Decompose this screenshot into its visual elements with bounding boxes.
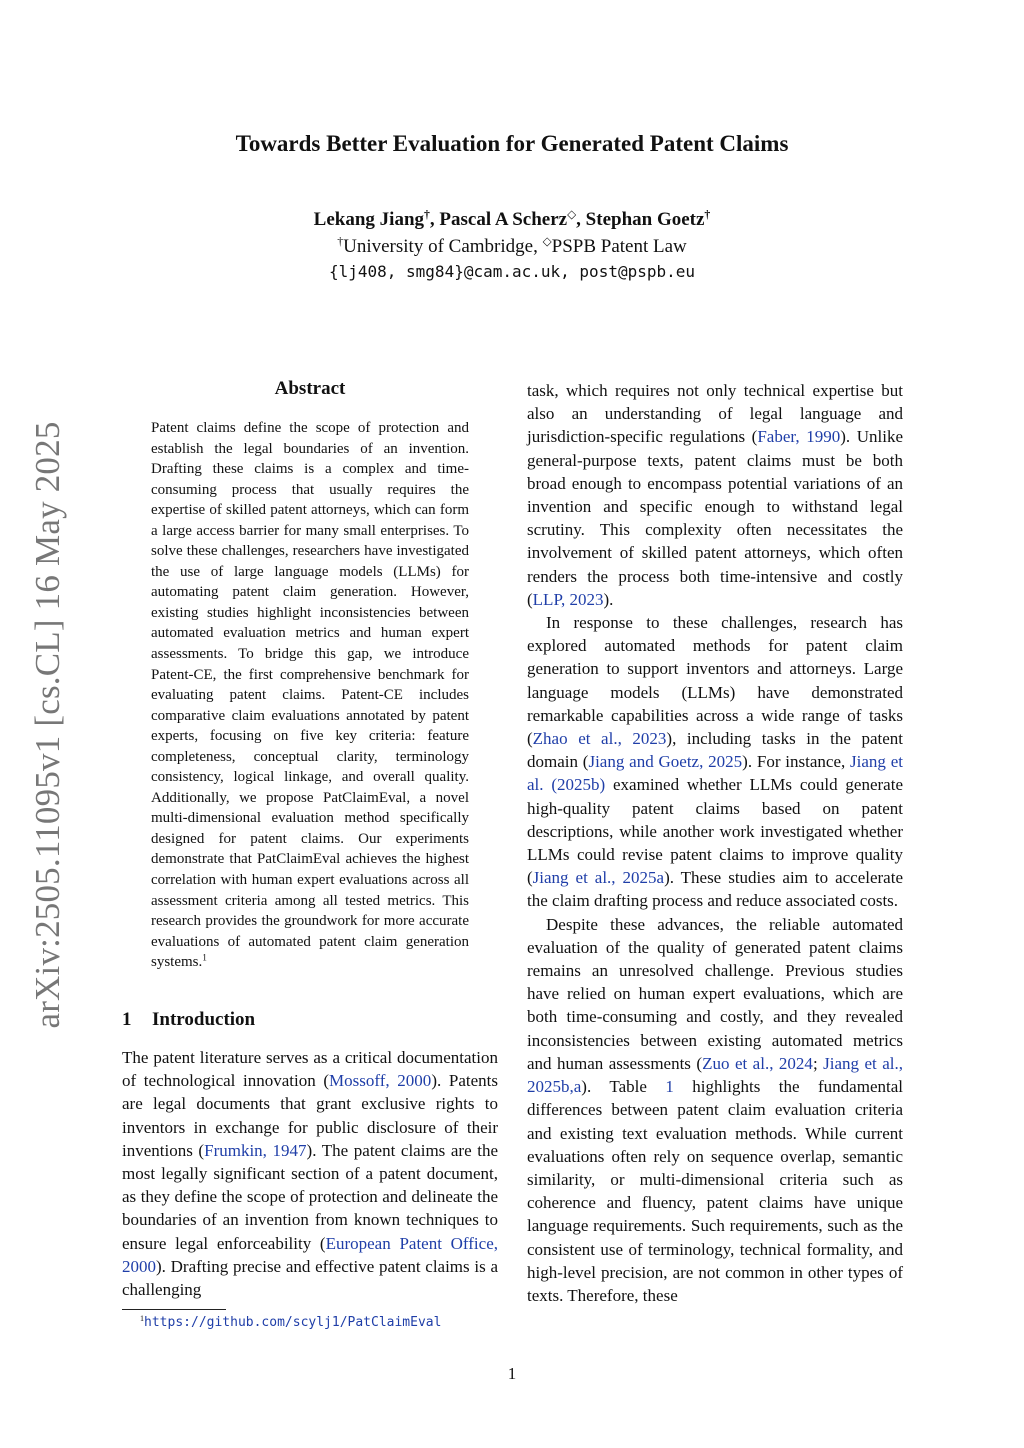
footnote-marker[interactable]: 1 (202, 953, 207, 964)
abstract-body (151, 418, 469, 973)
body-text: ). These studies aim to accelerate the claim drafting process and reduce associated costs. (527, 868, 903, 911)
body-text: ), including tasks in the patent domain ( (527, 729, 904, 772)
paragraph (527, 379, 903, 611)
affiliation-mark: ◇ (567, 207, 577, 221)
body-text: ). (603, 589, 614, 609)
body-text: ). Unlike general-purpose texts, patent claims must be both broad enough to encompass potential variations of an invention and specific enough to withstand legal scrutiny. This complexity often necessitates the involvement of skilled patent attorneys, which often renders the process both time-intensive and costly ( (527, 427, 903, 609)
citation-link[interactable]: Mossoff, 2000 (329, 1071, 432, 1091)
citation-link[interactable]: Jiang et al. (2025b) (527, 752, 904, 795)
arxiv-side-stamp (20, 420, 76, 1030)
author-separator: , (576, 209, 586, 230)
body-text: ). For instance, (742, 752, 851, 772)
affiliation-mark: † (704, 207, 711, 221)
paragraph (527, 611, 903, 913)
arxiv-identifier: arXiv:2505.11095v1 [cs.CL] 16 May 2025 (28, 421, 67, 1029)
citation-link[interactable]: Jiang et al., 2025a (532, 868, 665, 888)
intro-right-column (527, 379, 903, 1307)
citation-link[interactable]: European Patent Office, 2000 (122, 1233, 498, 1276)
body-text: Despite these advances, the reliable automated evaluation of the quality of generated patent claims remains an unresolved challenge. Previous studies have relied on human expert evaluations, which are both time-consuming and costly, and they revealed inconsistencies between existing automated metrics and human assessments ( (527, 914, 903, 1073)
citation-link[interactable]: Jiang and Goetz, 2025 (588, 752, 743, 772)
body-text: In response to these challenges, research has explored automated methods for patent claim generation to support inventors and attorneys. Large language models (LLMs) have demonstrated remarkable capabilities across a wide range of tasks ( (527, 613, 903, 749)
body-text: highlights the fundamental differences between patent claim evaluation criteria and existing text evaluation methods. While current evaluations often rely on sequence overlap, semantic similarity, or multi-dimensional criteria such as coherence and fluency, patent claims have unique language requirements. Such requirements, such as the consistent use of terminology, technical formality, and high-level precision, are not common in other types of texts. Therefore, these (527, 1077, 903, 1305)
citation-link[interactable]: Jiang et al., 2025b,a (527, 1053, 904, 1097)
citation-link[interactable]: Faber, 1990 (757, 427, 841, 447)
affiliations (0, 236, 1024, 258)
footnote-divider (122, 1309, 226, 1310)
footnote-number: 1 (140, 1314, 145, 1324)
section-heading-introduction (122, 1009, 255, 1031)
citation-link[interactable]: Frumkin, 1947 (204, 1140, 307, 1160)
body-text: task, which requires not only technical expertise but also an understanding of legal language and jurisdiction-specific regulations ( (527, 381, 903, 447)
intro-left-column (122, 1046, 498, 1301)
affiliation: University of Cambridge, (343, 236, 543, 257)
abstract-heading: Abstract (274, 378, 346, 399)
author-name: Stephan Goetz (585, 209, 705, 230)
affiliation: PSPB Patent Law (551, 236, 687, 257)
author-emails: {lj408, smg84}@cam.ac.uk, post@pspb.eu (328, 262, 696, 281)
body-text: ; (812, 1053, 824, 1073)
affiliation-mark: † (337, 234, 344, 248)
section-title: Introduction (152, 1009, 256, 1030)
body-text: examined whether LLMs could generate high-quality patent claims based on patent descriptions, while another work investigated whether LLMs could revise patent claims to improve quality ( (527, 775, 903, 888)
author-list (0, 209, 1024, 231)
citation-link[interactable]: Zuo et al., 2024 (702, 1053, 813, 1073)
body-text: The patent literature serves as a critical documentation of technological innovation ( (122, 1048, 498, 1091)
paper-title: Towards Better Evaluation for Generated Patent Claims (235, 131, 789, 156)
affiliation-mark: † (424, 207, 430, 221)
author-separator: , (429, 209, 440, 230)
body-text: ). The patent claims are the most legally significant section of a patent document, as they define the scope of protection and delineate the boundaries of an invention from known techniques to ensure legal enforceability ( (122, 1140, 499, 1253)
body-text: ). Drafting precise and effective patent claims is a challenging (122, 1256, 498, 1300)
footnote (140, 1314, 441, 1330)
footnote-url-link[interactable]: https://github.com/scylj1/PatClaimEval (144, 1315, 442, 1330)
author-name: Pascal A Scherz (439, 209, 568, 230)
citation-link[interactable]: LLP, 2023 (532, 589, 604, 609)
paragraph (527, 913, 903, 1307)
table-reference-link[interactable]: 1 (665, 1077, 674, 1097)
page-number: 1 (507, 1364, 517, 1383)
affiliation-mark: ◇ (542, 234, 552, 248)
abstract-text: Patent claims define the scope of protection and establish the legal boundaries of an invention. Drafting these claims is a complex and time-consuming process that usually requires the expertise of skilled patent attorneys, which can form a large access barrier for many small enterprises. To solve these challenges, researchers have investigated the use of large language models (LLMs) for automating patent claim generation. However, existing studies highlight inconsistencies between automated evaluation metrics and human expert assessments. To bridge this gap, we introduce Patent-CE, the first comprehensive benchmark for evaluating patent claims. Patent-CE includes comparative claim evaluations annotated by patent experts, focusing on five key criteria: feature completeness, conceptual clarity, terminology consistency, logical linkage, and overall quality. Additionally, we propose PatClaimEval, a novel multi-dimensional evaluation method specifically designed for patent claims. Our experiments demonstrate that PatClaimEval achieves the highest correlation with human expert evaluations across all assessment criteria among all tested metrics. This research provides the groundwork for more accurate evaluations of automated patent claim generation systems. (151, 420, 469, 971)
author-name: Lekang Jiang (313, 209, 425, 230)
body-text: ). Patents are legal documents that grant exclusive rights to inventors in exchange for public disclosure of their inventions ( (122, 1071, 498, 1160)
section-number: 1 (122, 1009, 132, 1030)
body-text: ). Table (581, 1077, 666, 1097)
citation-link[interactable]: Zhao et al., 2023 (532, 729, 667, 749)
